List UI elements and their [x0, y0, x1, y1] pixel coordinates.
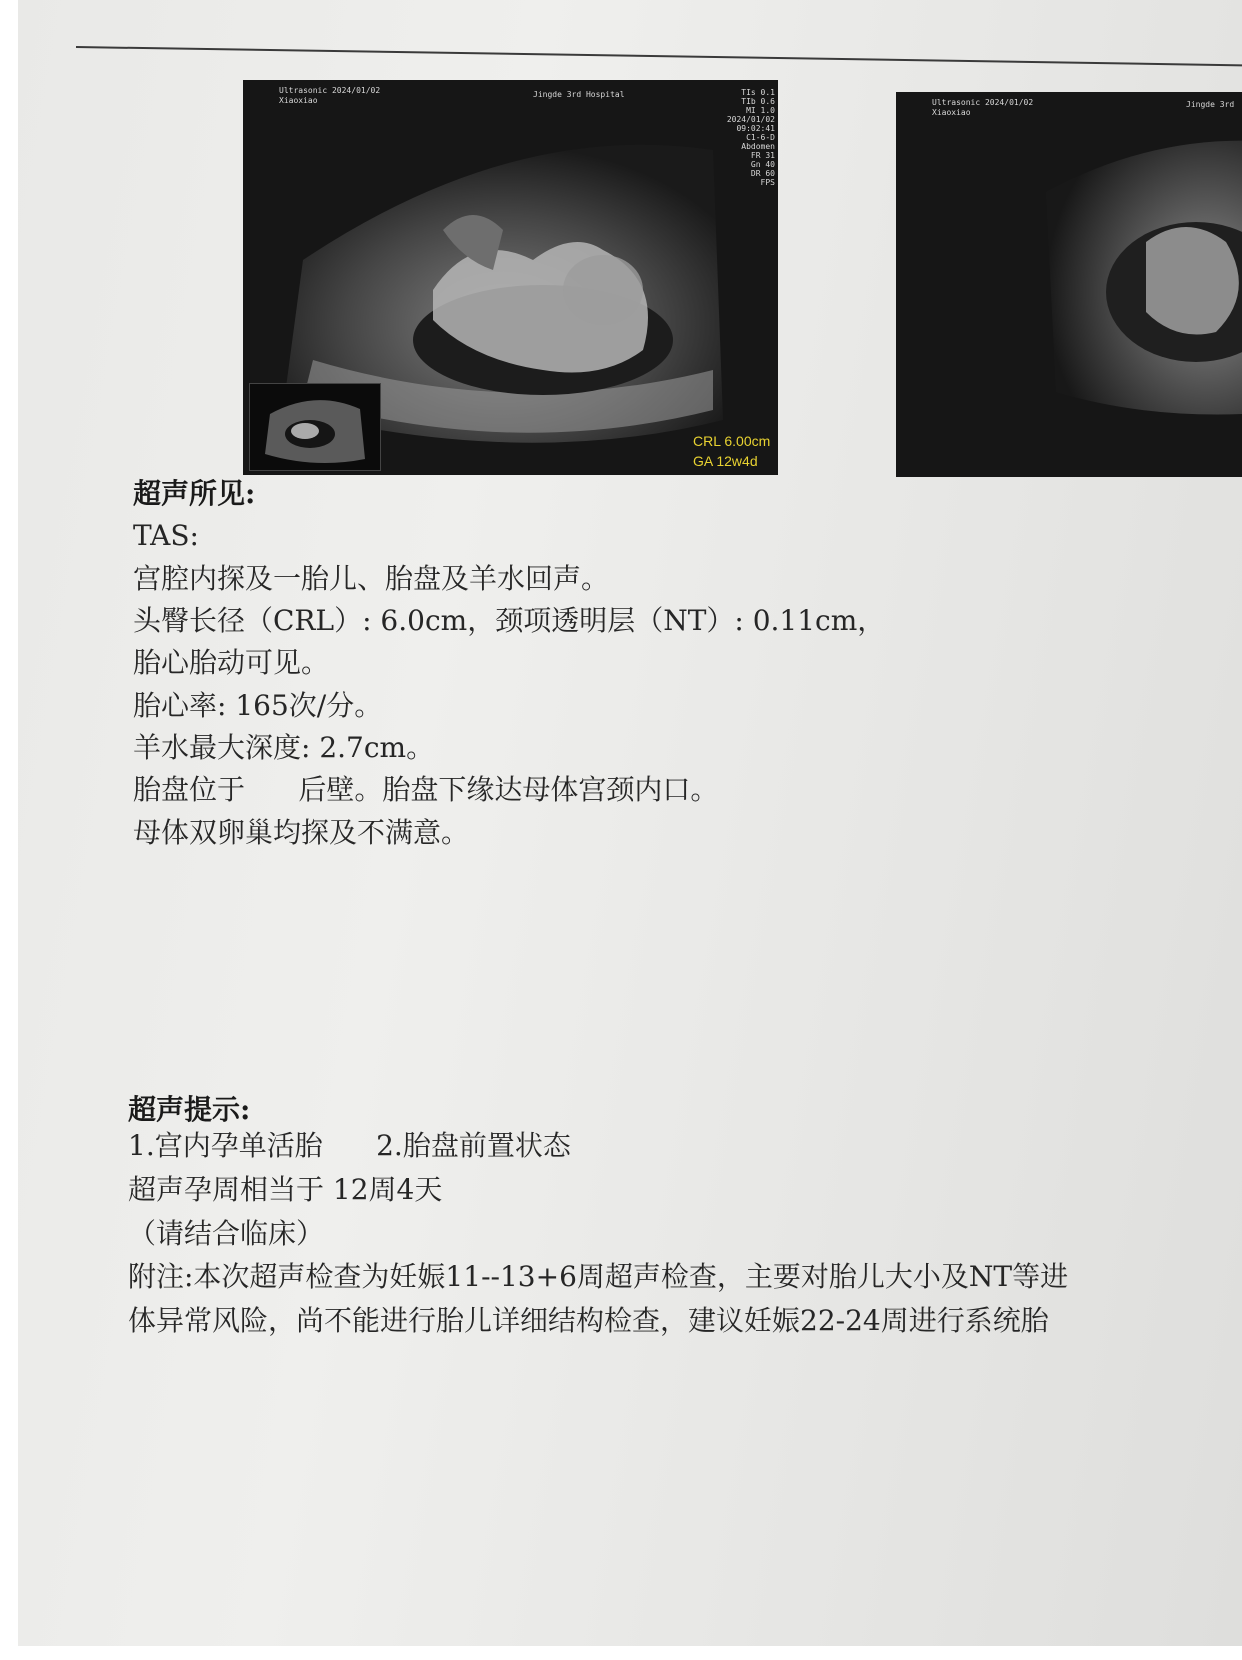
- findings-heading: 超声所见:: [133, 477, 256, 510]
- findings-line: 羊水最大深度: 2.7cm。: [133, 731, 435, 764]
- image2-header-left: Ultrasonic 2024/01/02: [932, 98, 1034, 107]
- image1-patient-name: Xiaoxiao: [279, 96, 318, 105]
- report-page: [18, 0, 1242, 1646]
- ultrasound-image-1: [243, 80, 778, 475]
- thumbnail-inset: [249, 383, 381, 471]
- findings-line: 胎心率: 165次/分。: [133, 689, 383, 722]
- param-line: TIs 0.1: [741, 88, 775, 97]
- thumbnail-scan: [250, 384, 380, 470]
- ultrasound-image-2: [896, 92, 1242, 477]
- param-line: C1-6-D: [746, 133, 775, 142]
- findings-line: TAS:: [133, 519, 199, 552]
- conclusion-line: 超声孕周相当于 12周4天: [128, 1173, 443, 1206]
- note-line: 体异常风险，尚不能进行胎儿详细结构检查，建议妊娠22-24周进行系统胎: [128, 1304, 1049, 1337]
- conclusion-heading: 超声提示:: [128, 1093, 251, 1126]
- findings-line: 胎盘位于 后壁。胎盘下缘达母体宫颈内口。: [133, 773, 719, 806]
- conclusion-line: 1.宫内孕单活胎 2.胎盘前置状态: [128, 1129, 571, 1162]
- param-line: Gn 40: [750, 160, 775, 169]
- param-line: FR 31: [750, 151, 775, 160]
- note-line: 附注:本次超声检查为妊娠11--13+6周超声检查，主要对胎儿大小及NT等进: [128, 1260, 1069, 1293]
- findings-line: 宫腔内探及一胎儿、胎盘及羊水回声。: [133, 562, 610, 595]
- param-line: DR 60: [750, 169, 775, 178]
- param-line: FPS: [760, 178, 775, 187]
- image1-header-left: Ultrasonic 2024/01/02: [279, 86, 381, 95]
- param-line: MI 1.0: [746, 106, 775, 115]
- findings-line: 母体双卵巢均探及不满意。: [133, 816, 470, 849]
- ga-measurement: GA 12w4d: [693, 453, 758, 469]
- image1-parameters: [723, 88, 775, 187]
- conclusion-line: （请结合临床）: [128, 1217, 325, 1250]
- image2-patient-name: Xiaoxiao: [932, 108, 971, 117]
- header-rule: [76, 46, 1242, 67]
- param-line: 09:02:41: [736, 124, 775, 133]
- image2-hospital: Jingde 3rd: [1186, 100, 1235, 109]
- crl-measurement: CRL 6.00cm: [693, 433, 771, 449]
- param-line: Abdomen: [741, 142, 775, 151]
- param-line: TIb 0.6: [741, 97, 775, 106]
- param-line: 2024/01/02: [726, 115, 775, 124]
- findings-line: 胎心胎动可见。: [133, 646, 330, 679]
- ultrasound-scan-2: [896, 92, 1242, 477]
- image1-hospital: Jingde 3rd Hospital: [533, 90, 625, 99]
- findings-line: 头臀长径（CRL）: 6.0cm，颈项透明层（NT）: 0.11cm，: [133, 604, 886, 637]
